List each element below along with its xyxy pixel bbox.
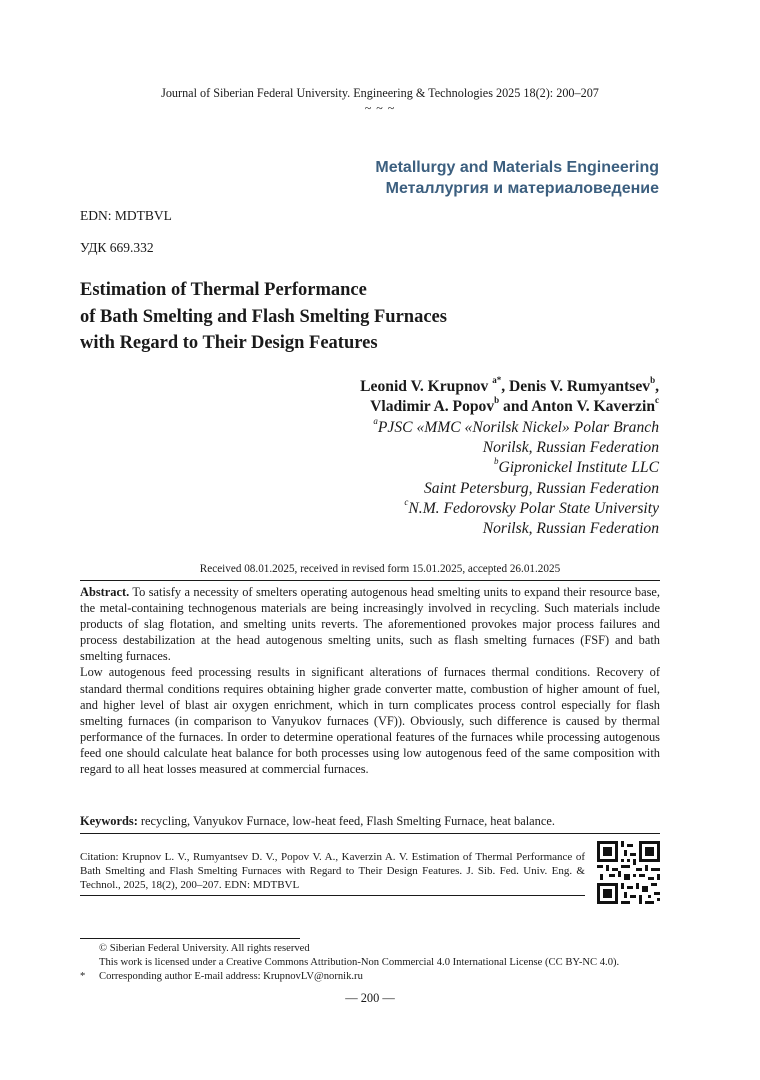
- abstract-block: [80, 584, 660, 777]
- footnote-rule: [80, 938, 300, 939]
- abstract-text-1: To satisfy a necessity of smelters operating autogenous head smelting units to expand their resource base, the metal-containing technogenous materials are being increasingly involved in recycling. Such materials include products of slag flotation, and smelting units reverts. The aforementioned provokes major process failures and process destabilization at the head autogenous smelting units, such as flash smelting furnaces (FSF) and bath smelting furnaces.: [80, 585, 660, 664]
- author-line-1: [360, 374, 659, 397]
- affiliation-a-name: PJSC «MMC «Norilsk Nickel» Polar Branch: [377, 419, 659, 436]
- header-separator: ~ ~ ~: [364, 101, 396, 115]
- footnote-license: This work is licensed under a Creative Commons Attribution-Non Commercial 4.0 International License (CC BY-NC 4.0).: [99, 957, 620, 968]
- author-kaverzin-sup: c: [655, 394, 659, 405]
- abstract-paragraph-2: Low autogenous feed processing results in significant alterations of furnaces thermal conditions. Recovery of standard thermal conditions requires obtaining higher grade converter matte, combustion of higher amount of fuel, and higher level of blast air oxygen enrichment, which in turn complicates process control especially for flash smelting furnaces (in comparison to Vanyukov furnaces (VF)). Obviously, such difference is caused by thermal performance of the furnaces. In order to determine operational features of the furnaces while processing autogenous feed one should calculate heat balance for both processes using low autogenous feed of the same composition with regard to all heat losses measured at commercial furnaces.: [80, 665, 660, 777]
- title-line-2: of Bath Smelting and Flash Smelting Furnaces: [80, 306, 447, 327]
- abstract-label: Abstract.: [80, 585, 130, 599]
- keywords-text: recycling, Vanyukov Furnace, low-heat feed, Flash Smelting Furnace, heat balance.: [137, 814, 555, 828]
- affiliation-b-sup: b: [493, 456, 499, 467]
- citation-bottom-rule: [80, 895, 585, 896]
- footnote-copyright: © Siberian Federal University. All rights reserved: [99, 943, 310, 954]
- affiliation-a-place: Norilsk, Russian Federation: [482, 439, 659, 457]
- author-line-2: [360, 394, 659, 417]
- author-separator: ,: [501, 378, 509, 395]
- keywords-label: Keywords:: [80, 814, 138, 828]
- affiliation-c-sup: c: [404, 496, 409, 507]
- affiliation-list: [373, 415, 659, 539]
- author-popov: Vladimir A. Popov: [370, 398, 495, 415]
- keywords: [80, 813, 660, 829]
- abstract-top-rule: [80, 580, 660, 581]
- affiliation-c-name: N.M. Fedorovsky Polar State University: [408, 499, 659, 517]
- section-title-en: Metallurgy and Materials Engineering: [375, 159, 659, 176]
- author-krupnov-sup: a*: [492, 374, 502, 385]
- keywords-bottom-rule: [80, 833, 660, 834]
- author-rumyantsev: Denis V. Rumyantsev: [508, 378, 651, 395]
- journal-header: Journal of Siberian Federal University. Engineering & Technologies 2025 18(2): 200–207: [161, 86, 599, 100]
- affiliation-a-sup: a: [373, 415, 378, 426]
- footnote-star: *: [80, 971, 86, 982]
- affiliation-c-place: Norilsk, Russian Federation: [482, 520, 659, 538]
- received-dates: Received 08.01.2025, received in revised form 15.01.2025, accepted 26.01.2025: [199, 563, 561, 575]
- footnote-corresponding: Corresponding author E-mail address: KrupnovLV@nornik.ru: [99, 971, 363, 982]
- paper-title: [80, 277, 680, 357]
- author-rumyantsev-sup: b: [650, 374, 656, 385]
- edn-code: EDN: MDTBVL: [80, 208, 172, 223]
- abstract-paragraph-1: [80, 584, 660, 664]
- citation-block: Citation: Krupnov L. V., Rumyantsev D. V., Popov V. A., Kaverzin A. V. Estimation of Thermal Performance of Bath Smelting and Flash Smelting Furnaces with Regard to Their Design Features. J. Sib. Fed. Univ. Eng. & Technol., 2025, 18(2), 200–207. EDN: MDTBVL: [80, 851, 585, 891]
- author-and: and: [499, 398, 532, 415]
- affiliation-b-org: [373, 458, 659, 478]
- affiliation-b-place: Saint Petersburg, Russian Federation: [423, 479, 659, 497]
- affiliation-a-org: [373, 415, 659, 438]
- title-line-3: with Regard to Their Design Features: [80, 333, 378, 353]
- qr-code-icon[interactable]: [597, 841, 660, 904]
- author-list: [360, 374, 659, 417]
- author-separator-2: ,: [655, 378, 659, 395]
- section-title-ru: Металлургия и материаловедение: [385, 180, 659, 197]
- author-krupnov: Leonid V. Krupnov: [360, 378, 489, 395]
- author-popov-sup: b: [494, 394, 500, 405]
- udk-code: УДК 669.332: [80, 240, 154, 255]
- title-line-1: Estimation of Thermal Performance: [80, 280, 367, 300]
- page-number: — 200 —: [345, 991, 395, 1005]
- author-kaverzin: Anton V. Kaverzin: [531, 398, 655, 415]
- affiliation-c-org: [373, 496, 659, 519]
- affiliation-b-name: Gipronickel Institute LLC: [498, 459, 659, 477]
